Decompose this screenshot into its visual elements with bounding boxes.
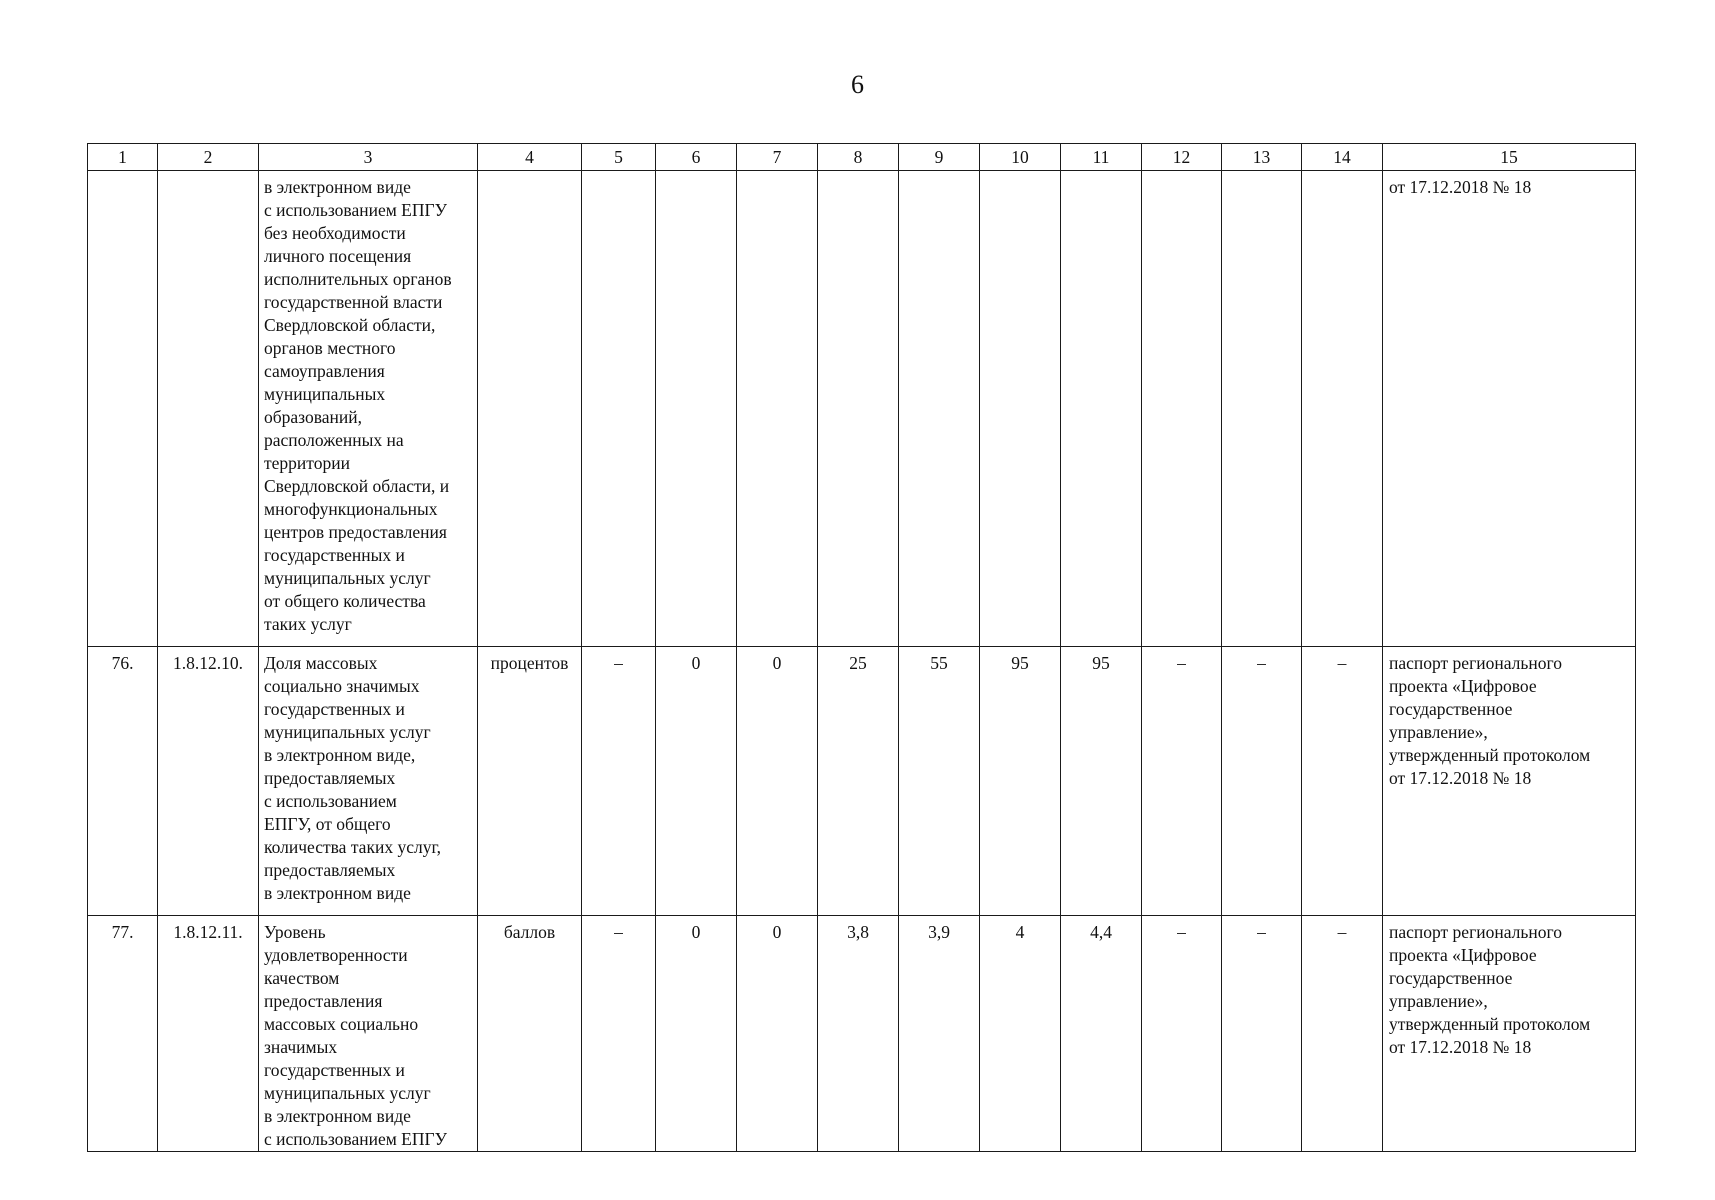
cell-value [656, 171, 737, 647]
cell-source: паспорт регионального проекта «Цифровое государственное управление», утвержденный протоколом от 17.12.2018 № 18 [1383, 916, 1636, 1152]
cell-value [818, 171, 899, 647]
cell-value: 0 [737, 647, 818, 916]
column-header: 11 [1061, 144, 1142, 171]
column-header: 7 [737, 144, 818, 171]
cell-indicator-name: в электронном виде с использованием ЕПГУ без необходимости личного посещения исполнительных органов государственной власти Свердловской области, органов местного самоуправления муниципальных образований, расположенных на территории Свердловской области, и многофункциональных центров предоставления государственных и муниципальных услуг от общего количества таких услуг [259, 171, 478, 647]
cell-source: паспорт регионального проекта «Цифровое государственное управление», утвержденный протоколом от 17.12.2018 № 18 [1383, 647, 1636, 916]
cell-value: 0 [656, 916, 737, 1152]
table-row [88, 916, 1636, 1152]
cell-value [1222, 171, 1302, 647]
cell-value: 3,8 [818, 916, 899, 1152]
cell-number [88, 171, 158, 647]
cell-value [737, 171, 818, 647]
cell-value [1302, 171, 1383, 647]
column-header: 2 [158, 144, 259, 171]
column-header: 12 [1142, 144, 1222, 171]
column-header: 14 [1302, 144, 1383, 171]
column-header: 10 [980, 144, 1061, 171]
table-header-row [88, 144, 1636, 171]
cell-value: 0 [737, 916, 818, 1152]
cell-indicator-name: Уровень удовлетворенности качеством предоставления массовых социально значимых государственных и муниципальных услуг в электронном виде с использованием ЕПГУ [259, 916, 478, 1152]
cell-value [582, 171, 656, 647]
cell-number: 77. [88, 916, 158, 1152]
cell-unit: процентов [478, 647, 582, 916]
table-row [88, 647, 1636, 916]
cell-value [980, 171, 1061, 647]
column-header: 3 [259, 144, 478, 171]
column-header: 1 [88, 144, 158, 171]
column-header: 9 [899, 144, 980, 171]
cell-unit: баллов [478, 916, 582, 1152]
page-number: 6 [851, 70, 864, 99]
column-header: 5 [582, 144, 656, 171]
cell-value: – [1222, 916, 1302, 1152]
cell-value [1142, 171, 1222, 647]
cell-indicator-name: Доля массовых социально значимых государственных и муниципальных услуг в электронном виде, предоставляемых с использованием ЕПГУ, от общего количества таких услуг, предоставляемых в электронном виде [259, 647, 478, 916]
cell-value: 25 [818, 647, 899, 916]
cell-value: 95 [1061, 647, 1142, 916]
cell-code: 1.8.12.10. [158, 647, 259, 916]
indicators-table [87, 143, 1636, 1152]
cell-value: 0 [656, 647, 737, 916]
cell-value: – [1302, 916, 1383, 1152]
column-header: 13 [1222, 144, 1302, 171]
column-header: 4 [478, 144, 582, 171]
cell-source: от 17.12.2018 № 18 [1383, 171, 1636, 647]
cell-value: – [1302, 647, 1383, 916]
cell-code [158, 171, 259, 647]
cell-code: 1.8.12.11. [158, 916, 259, 1152]
cell-value [1061, 171, 1142, 647]
cell-number: 76. [88, 647, 158, 916]
cell-value [899, 171, 980, 647]
cell-value: – [1222, 647, 1302, 916]
cell-value: 3,9 [899, 916, 980, 1152]
column-header: 8 [818, 144, 899, 171]
cell-value: – [582, 647, 656, 916]
cell-value: 95 [980, 647, 1061, 916]
cell-value: – [1142, 647, 1222, 916]
cell-unit [478, 171, 582, 647]
column-header: 6 [656, 144, 737, 171]
cell-value: – [1142, 916, 1222, 1152]
table-row-continuation [88, 171, 1636, 647]
cell-value: 4,4 [1061, 916, 1142, 1152]
cell-value: 55 [899, 647, 980, 916]
column-header: 15 [1383, 144, 1636, 171]
cell-value: – [582, 916, 656, 1152]
cell-value: 4 [980, 916, 1061, 1152]
